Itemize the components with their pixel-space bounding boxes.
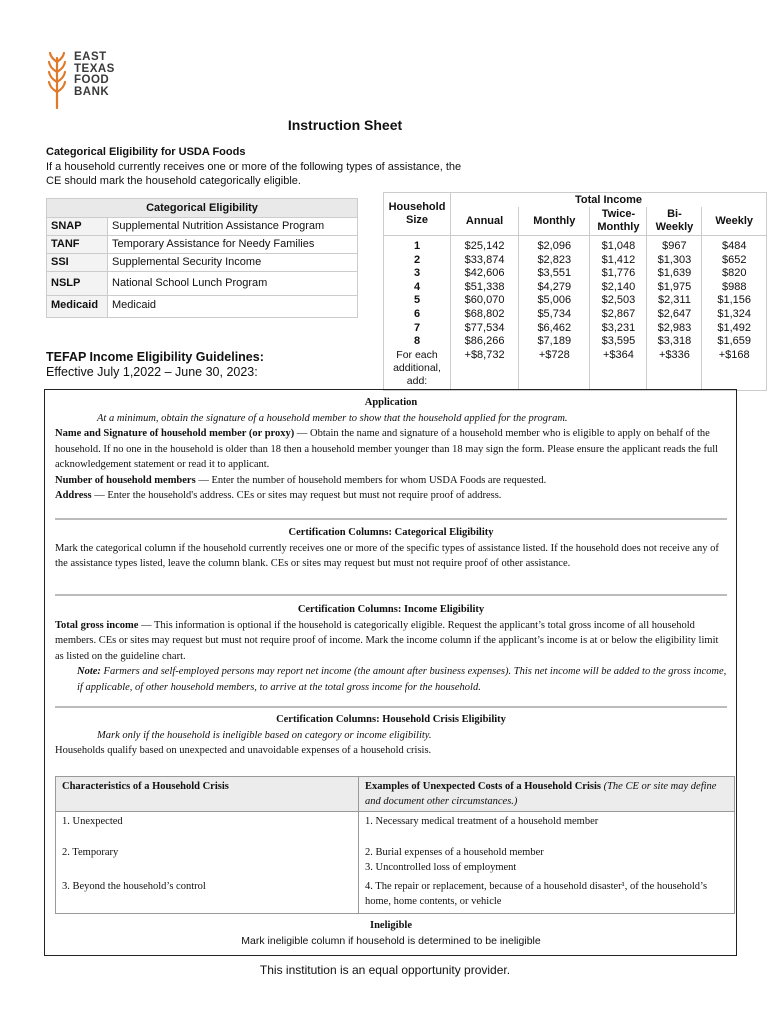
value-cell: $1,324 [702, 308, 767, 322]
table-row [384, 335, 767, 349]
size-cell: 3 [384, 267, 451, 281]
inc-cols-note [55, 664, 727, 695]
table-row [56, 812, 735, 844]
col-header: Bi-Weekly [647, 207, 702, 236]
application-heading: Application [364, 397, 418, 408]
size-cell: 4 [384, 281, 451, 295]
application-section [55, 395, 727, 504]
crisis-example [359, 843, 735, 877]
ineligible-section [55, 918, 727, 948]
value-cell: $1,492 [702, 322, 767, 336]
program-desc: Temporary Assistance for Needy Families [108, 236, 358, 254]
crisis-characteristic: 2. Temporary [56, 843, 359, 877]
crisis-qualify: Households qualify based on unexpected and unavoidable expenses of a household crisis. [55, 745, 432, 756]
value-cell: $3,231 [590, 322, 647, 336]
table-row [47, 218, 358, 236]
table-row [384, 267, 767, 281]
program-desc: National School Lunch Program [108, 272, 358, 296]
value-cell: $2,647 [647, 308, 702, 322]
ineligible-heading: Ineligible [369, 920, 412, 931]
value-cell: $820 [702, 267, 767, 281]
ce-heading: Categorical Eligibility for USDA Foods [46, 146, 246, 158]
tefap-title: TEFAP Income Eligibility Guidelines: [46, 350, 264, 364]
table-row [384, 254, 767, 268]
program-desc: Medicaid [108, 296, 358, 318]
value-cell: $3,318 [647, 335, 702, 349]
crisis-characteristic: 3. Beyond the household’s control [56, 877, 359, 914]
tefap-effective: Effective July 1,2022 – June 30, 2023: [46, 365, 258, 379]
value-cell: $2,311 [647, 294, 702, 308]
value-cell: $5,734 [519, 308, 590, 322]
logo-line-4: BANK [74, 85, 110, 98]
crisis-col2-header [359, 777, 735, 812]
value-cell: $2,503 [590, 294, 647, 308]
value-cell: $1,639 [647, 267, 702, 281]
table-row [384, 294, 767, 308]
page-title: Instruction Sheet [287, 117, 403, 133]
categorical-header: Categorical Eligibility [47, 199, 358, 218]
value-cell: +$364 [590, 349, 647, 391]
divider [55, 594, 727, 596]
categorical-table [46, 198, 358, 318]
note-text: Farmers and self-employed persons may report net income (the amount after business expenses). This net income will be added to the gross income, if applicable, of other household members, to arrive at the total gross income for the household. [77, 666, 727, 693]
value-cell: $1,048 [590, 236, 647, 254]
logo-line-2: TEXAS [74, 62, 115, 75]
value-cell: $1,659 [702, 335, 767, 349]
name-text: — Obtain the name and signature of a household member who is eligible to apply on behalf of the household. If no one in the household is older than 18 then a household member younger than 18 may sign the form. Please ensure the applicant reads the full acknowledgement statement or read it to applicant. [55, 428, 719, 470]
table-row [384, 236, 767, 254]
value-cell: $988 [702, 281, 767, 295]
value-cell: +$168 [702, 349, 767, 391]
crisis-table [55, 776, 735, 914]
total-income-header: Total Income [451, 193, 767, 208]
table-row [47, 272, 358, 296]
gross-income-label: Total gross income [55, 619, 139, 631]
program-desc: Supplemental Nutrition Assistance Program [108, 218, 358, 236]
value-cell: $4,279 [519, 281, 590, 295]
size-cell: 1 [384, 236, 451, 254]
value-cell: $2,140 [590, 281, 647, 295]
gross-income-text: — This information is optional if the household is categorically eligible. Request the applicant’s total gross income of all household members. CEs or sites may request but must not require proof of income. Mark the income column if the applicant’s income is at or below the eligibility limit as listed on the guideline chart. [55, 619, 719, 662]
table-row [384, 281, 767, 295]
table-row [384, 349, 767, 391]
program-code: NSLP [47, 272, 108, 296]
size-cell: 5 [384, 294, 451, 308]
size-cell: 7 [384, 322, 451, 336]
col-header: Monthly [519, 207, 590, 236]
table-row [56, 877, 735, 914]
application-members [55, 473, 727, 489]
value-cell: +$8,732 [451, 349, 519, 391]
income-table [383, 192, 767, 391]
crisis-example-line: 2. Burial expenses of a household member [365, 847, 544, 858]
footer: This institution is an equal opportunity provider. [259, 963, 511, 977]
value-cell: $1,975 [647, 281, 702, 295]
table-row [56, 843, 735, 877]
crisis-example-line: 3. Uncontrolled loss of employment [365, 862, 517, 873]
table-row [384, 308, 767, 322]
logo-line-3: FOOD [74, 74, 110, 86]
crisis-section [55, 712, 727, 759]
divider [55, 518, 727, 520]
value-cell: $68,802 [451, 308, 519, 322]
table-row [47, 236, 358, 254]
program-desc: Supplemental Security Income [108, 254, 358, 272]
col-header: Twice-Monthly [590, 207, 647, 236]
value-cell: $51,338 [451, 281, 519, 295]
inc-cols-text [55, 618, 727, 665]
table-row [384, 322, 767, 336]
value-cell: $2,096 [519, 236, 590, 254]
application-intro: At a minimum, obtain the signature of a household member to show that the household applied for the program. [97, 412, 568, 424]
size-header: Household Size [384, 193, 451, 236]
crisis-intro: Mark only if the household is ineligible based on category or income eligibility. [97, 729, 432, 741]
crisis-col2-note: (The CE or site may define and document other circumstances.) [365, 781, 717, 807]
divider [55, 706, 727, 708]
value-cell: $33,874 [451, 254, 519, 268]
table-row [47, 296, 358, 318]
note-label: Note: [77, 666, 101, 677]
crisis-example: 4. The repair or replacement, because of a household disaster¹, of the household’s home, home contents, or vehicle [359, 877, 735, 914]
program-code: TANF [47, 236, 108, 254]
application-address [55, 488, 727, 504]
value-cell: $652 [702, 254, 767, 268]
crisis-characteristic: 1. Unexpected [56, 812, 359, 844]
tefap-guidelines [46, 350, 264, 380]
value-cell: $2,983 [647, 322, 702, 336]
program-code: Medicaid [47, 296, 108, 318]
program-code: SSI [47, 254, 108, 272]
value-cell: $1,156 [702, 294, 767, 308]
logo [46, 52, 115, 110]
income-columns-section [55, 602, 727, 695]
value-cell: +$728 [519, 349, 590, 391]
address-label: Address [55, 490, 92, 501]
inc-cols-heading: Certification Columns: Income Eligibility [297, 604, 485, 615]
value-cell: $484 [702, 236, 767, 254]
value-cell: $7,189 [519, 335, 590, 349]
crisis-col2-title: Examples of Unexpected Costs of a Household Crisis [365, 781, 601, 792]
additional-label: For each additional, add: [384, 349, 451, 391]
col-header: Annual [451, 207, 519, 236]
name-label: Name and Signature of household member (or proxy) [55, 428, 295, 439]
categorical-columns-section [55, 525, 727, 572]
ce-body: If a household currently receives one or more of the following types of assistance, the CE should mark the household categorically eligible. [46, 161, 462, 187]
value-cell: $3,595 [590, 335, 647, 349]
value-cell: $1,303 [647, 254, 702, 268]
table-row [47, 254, 358, 272]
members-text: — Enter the number of household members for whom USDA Foods are requested. [195, 474, 547, 486]
value-cell: $6,462 [519, 322, 590, 336]
crisis-example: 1. Necessary medical treatment of a household member [359, 812, 735, 844]
logo-line-1: EAST [74, 51, 107, 63]
value-cell: $77,534 [451, 322, 519, 336]
cat-cols-text: Mark the categorical column if the household currently receives one or more of the specific types of assistance listed. If the household does not receive any of the assistance types listed, leave the column blank. CEs or sites may request but must not require proof of other assistance. [55, 542, 719, 569]
ineligible-text: Mark ineligible column if household is determined to be ineligible [241, 934, 541, 947]
size-cell: 8 [384, 335, 451, 349]
cat-cols-heading: Certification Columns: Categorical Eligibility [288, 527, 494, 538]
members-label: Number of household members [55, 474, 196, 486]
value-cell: $1,412 [590, 254, 647, 268]
program-code: SNAP [47, 218, 108, 236]
size-cell: 6 [384, 308, 451, 322]
instructions-box [44, 389, 737, 956]
value-cell: $42,606 [451, 267, 519, 281]
value-cell: $2,823 [519, 254, 590, 268]
value-cell: $2,867 [590, 308, 647, 322]
wheat-icon [46, 52, 68, 110]
col-header: Weekly [702, 207, 767, 236]
value-cell: $5,006 [519, 294, 590, 308]
crisis-heading: Certification Columns: Household Crisis Eligibility [276, 714, 506, 725]
value-cell: $86,266 [451, 335, 519, 349]
value-cell: $3,551 [519, 267, 590, 281]
address-text: — Enter the household's address. CEs or sites may request but must not require proof of address. [91, 490, 502, 501]
value-cell: $60,070 [451, 294, 519, 308]
crisis-col1-header: Characteristics of a Household Crisis [56, 777, 359, 812]
value-cell: $1,776 [590, 267, 647, 281]
value-cell: $25,142 [451, 236, 519, 254]
size-cell: 2 [384, 254, 451, 268]
application-name [55, 426, 727, 473]
value-cell: +$336 [647, 349, 702, 391]
value-cell: $967 [647, 236, 702, 254]
